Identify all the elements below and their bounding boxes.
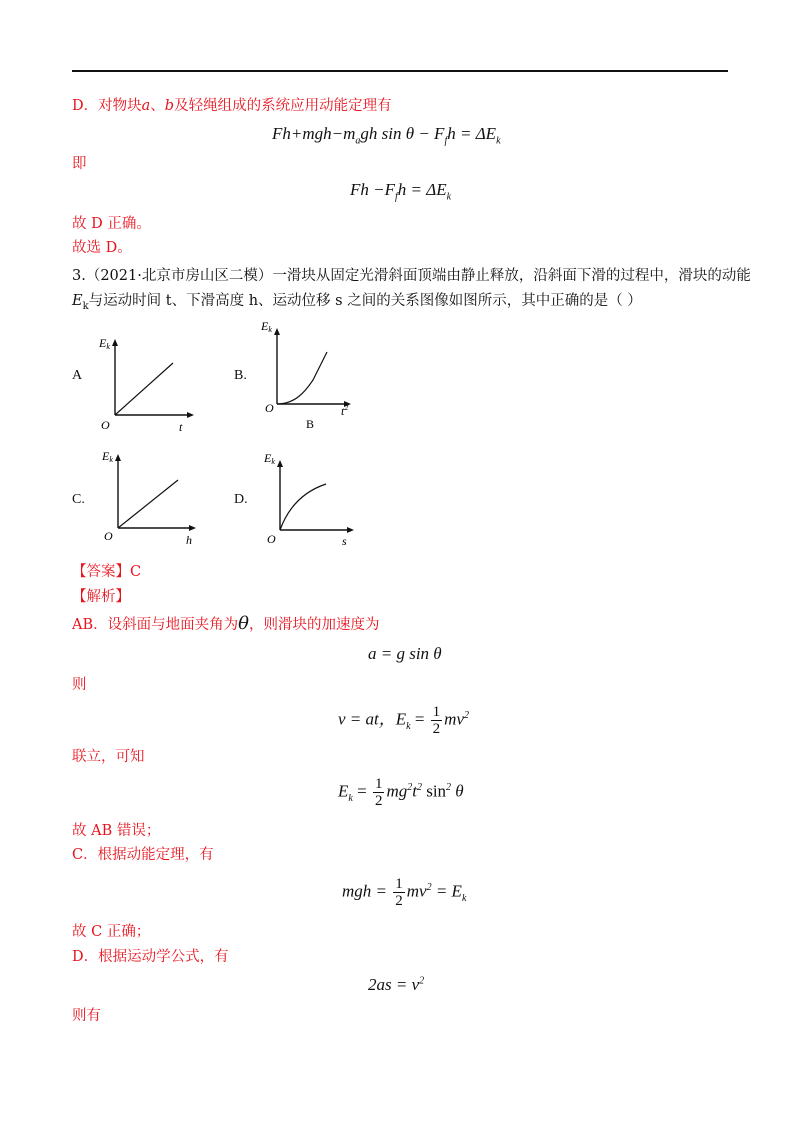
header-rule bbox=[72, 70, 728, 72]
graph-a-curve bbox=[115, 363, 173, 415]
zeyou-label: 则有 bbox=[72, 1008, 101, 1024]
d-correct: 故 D 正确。 bbox=[72, 216, 151, 232]
graph-c-origin: O bbox=[104, 529, 113, 543]
equation-1: $Fh+mgh-m_agh$ $\sin \theta - F_fh = \Delta E_k$ bbox=[272, 124, 501, 147]
graph-d-ylabel: Ek bbox=[264, 451, 275, 466]
answer: 【答案】C bbox=[72, 564, 142, 580]
graph-c bbox=[100, 448, 210, 548]
graph-d-y-arrow bbox=[277, 460, 283, 467]
graph-d-xlabel: s bbox=[342, 534, 347, 548]
d-text: D．根据运动学公式，有 bbox=[72, 949, 229, 965]
graph-a-x-arrow bbox=[187, 412, 194, 418]
graph-a-y-arrow bbox=[112, 339, 118, 346]
ab-text: AB．设斜面与地面夹角为θ，则滑块的加速度为 bbox=[72, 613, 380, 634]
analysis-label: 【解析】 bbox=[72, 589, 130, 605]
q3-line1: 3.（2021·北京市房山区二模）一滑块从固定光滑斜面顶端由静止释放，沿斜面下滑的过程中，滑块的动能 bbox=[72, 268, 751, 284]
graph-b-curve bbox=[277, 352, 327, 404]
graph-c-x-arrow bbox=[189, 525, 196, 531]
d-intro: D．对物块a、b及轻绳组成的系统应用动能定理有 bbox=[72, 98, 392, 114]
graph-b-origin: O bbox=[265, 401, 274, 415]
option-d-label: D. bbox=[234, 492, 248, 507]
graph-b-xlabel: $t^2$ bbox=[341, 403, 349, 418]
equation-4: v = at，$E_k$ = $\frac{1}{2}$ $mv^2$ bbox=[338, 704, 469, 737]
equation-6: mgh = $\frac{1}{2}$ $mv^2 = E_k$ bbox=[342, 876, 467, 909]
graph-b-ylabel: Ek bbox=[261, 319, 272, 334]
lianli-label: 联立，可知 bbox=[72, 749, 145, 765]
graph-c-ylabel: Ek bbox=[102, 449, 113, 464]
ab-wrong: 故 AB 错误； bbox=[72, 823, 161, 839]
ji-label: 即 bbox=[72, 156, 87, 172]
graph-a-ylabel: Ek bbox=[99, 336, 110, 351]
choose-d: 故选 D。 bbox=[72, 240, 132, 256]
graph-c-y-arrow bbox=[115, 454, 121, 461]
ze-label: 则 bbox=[72, 677, 87, 693]
graph-a bbox=[95, 335, 205, 435]
q3-line2: $E_k$与运动时间 t、下滑高度 h、运动位移 s 之间的关系图像如图所示，其中正确的是（ ） bbox=[72, 293, 642, 312]
graph-b bbox=[255, 318, 365, 432]
graph-b-caption: B bbox=[306, 417, 315, 431]
option-c-label: C. bbox=[72, 492, 85, 507]
c-correct: 故 C 正确； bbox=[72, 924, 151, 940]
equation-7: $2as = v^2$ bbox=[368, 975, 425, 994]
option-b-label: B. bbox=[234, 368, 247, 383]
equation-2: $Fh -F_fh = \Delta E_k$ bbox=[350, 180, 452, 203]
graph-c-xlabel: h bbox=[186, 533, 192, 547]
graph-a-xlabel: t bbox=[179, 420, 183, 434]
c-text: C．根据动能定理，有 bbox=[72, 847, 214, 863]
option-a-label: A bbox=[72, 368, 83, 383]
graph-d bbox=[262, 448, 372, 548]
graph-d-curve bbox=[280, 484, 326, 530]
equation-3: a = g sin θ bbox=[368, 644, 442, 663]
graph-d-origin: O bbox=[267, 532, 276, 546]
graph-c-curve bbox=[118, 480, 178, 528]
equation-5: $E_k$ = $\frac{1}{2}$ $mg^2t^2$ $\sin^2 \theta$ bbox=[338, 776, 464, 809]
graph-d-x-arrow bbox=[347, 527, 354, 533]
graph-a-origin: O bbox=[101, 418, 110, 432]
graph-b-y-arrow bbox=[274, 328, 280, 335]
